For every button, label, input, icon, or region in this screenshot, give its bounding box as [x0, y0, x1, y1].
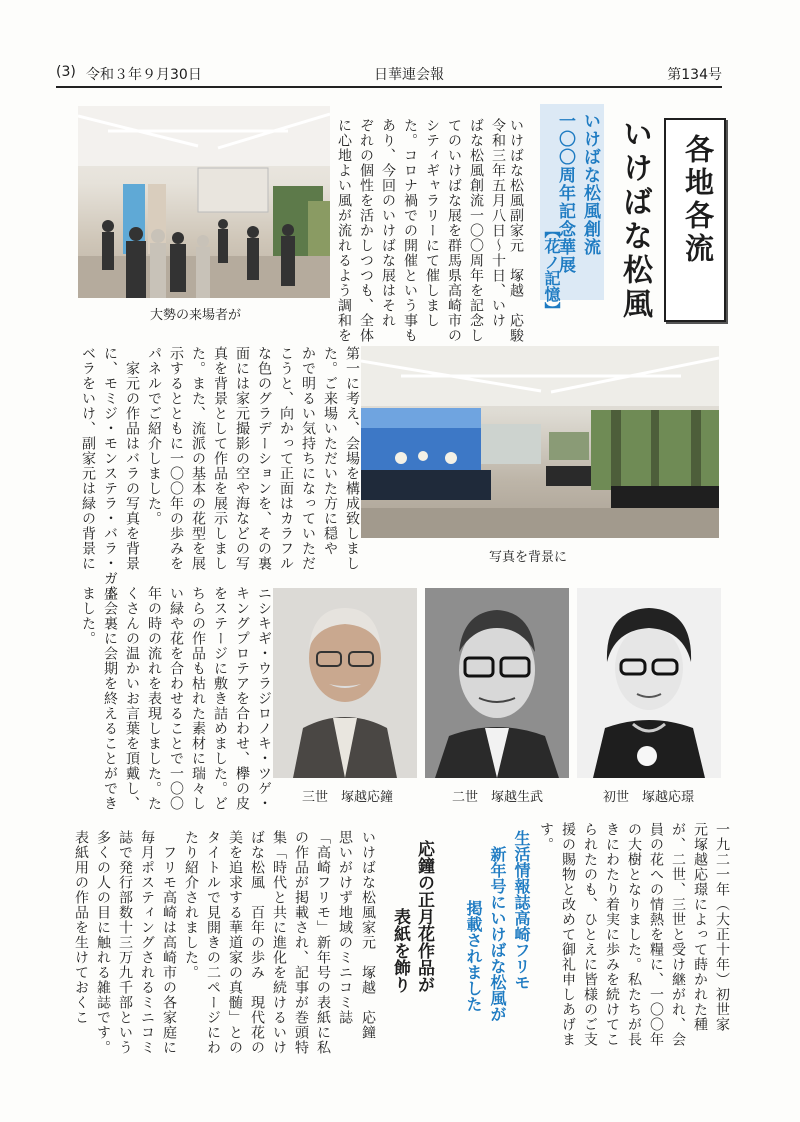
newspaper-name: 日華連会報 — [374, 67, 444, 83]
article2-line: 表紙用の作品を生けておくこ — [73, 830, 89, 1025]
article1-lower-line: い緑や花を合わせることで一〇〇 — [168, 586, 184, 811]
article1-subtitle: 【花ノ記憶】 — [542, 222, 561, 318]
school-name: いけばな松風 — [617, 118, 652, 322]
article2-line: 毎月ポスティングされるミニコミ — [139, 830, 155, 1055]
history-line: 援の賜物と改めて御礼申しあげま — [560, 822, 576, 1047]
article1-lower-line: 年の時の流れを表現しました。た — [146, 586, 162, 811]
article2-line: 集「時代と共に進化を続けるいけ — [271, 830, 287, 1055]
article1-middle-line: ベラをいけ、副家元は緑の背景に — [80, 346, 96, 571]
gallery-illustration — [78, 106, 330, 298]
history-line: 一九二一年（大正十年）初世家 — [714, 822, 730, 1032]
article2-headline-line1: 生活情報誌高崎フリモ — [512, 830, 531, 990]
article1-middle-line: た。ご来場いただいた方に穏や — [322, 346, 338, 556]
article1-middle-line: パネルでご紹介しました。 — [146, 346, 162, 526]
article2-headline-line2: 新年号にいけばな松風が — [488, 846, 507, 1022]
article1-headline-line1: いけばな松風創流 — [580, 112, 600, 256]
article1-lower-line: をステージに敷き詰めました。ど — [212, 586, 228, 811]
article2-subheadline-line2: 表紙を飾り — [390, 908, 410, 993]
history-line: 員の花への情熱を糧に、一〇〇年 — [648, 822, 664, 1047]
article1-middle-line: かで明るい気持ちになっていただ — [300, 346, 316, 571]
article1-lower-line: くさんの温かいお言葉を頂戴し、 — [124, 586, 140, 811]
article2-line: 美を追求する華道家の真髄」との — [227, 830, 243, 1055]
portrait-third-headmaster — [273, 588, 417, 778]
article2-subheadline-line1: 応鐘の正月花作品が — [414, 840, 434, 993]
article1-upper-line: ばな松風創流一〇〇周年を記念し — [468, 118, 484, 343]
article1-middle-line: た。また、流派の基本の花型を展 — [190, 346, 206, 571]
article1-upper-line: あり、今回のいけばな展はそれ — [380, 118, 396, 328]
article1-byline: いけばな松風副家元 塚越 応駿 — [508, 118, 524, 343]
article1-middle-line: 面には家元撮影の空や海などの写 — [234, 346, 250, 571]
article1-middle-text — [77, 346, 363, 601]
article1-lower-line: ちらの作品も枯れた素材に瑞々し — [190, 586, 206, 811]
article1-lower-line: 盛会裏に会期を終えることができ — [102, 586, 118, 811]
article1-upper-line: た。コロナ禍での開催という事も — [402, 118, 418, 343]
history-line: きにわたり着実に歩みを続けてこ — [604, 822, 620, 1047]
gallery-illustration-2 — [361, 346, 719, 538]
article2-line: 思いがけず地域のミニコミ誌 — [337, 830, 353, 1025]
article1-upper-line: てのいけばな展を群馬県高崎市の — [446, 118, 462, 343]
article1-lower-line: ニシキギ・ウラジロノキ・ツゲ・ — [256, 586, 272, 811]
article2-line: たり紹介されました。 — [183, 830, 199, 980]
article1-headline-line2: 一〇〇周年記念華展 — [555, 112, 575, 274]
photo1-caption: 大勢の来場者が — [150, 308, 242, 323]
article1-middle-line: 真を背景として作品を展示しまし — [212, 346, 228, 571]
history-text — [535, 822, 733, 1047]
article1-lower-line: キングプロテアを合わせ、欅の皮 — [234, 586, 250, 811]
article1-middle-line: な色のグラデーションを、その裏 — [256, 346, 272, 571]
page-number: (3) — [56, 64, 76, 80]
article2-headline-line3: 掲載されました — [464, 900, 483, 1012]
article2-byline: いけばな松風家元 塚越 応鐘 — [360, 830, 376, 1040]
section-title-box — [664, 118, 726, 322]
article1-middle-line: 示するとともに一〇〇年の歩みを — [168, 346, 184, 571]
article1-middle-line: 家元の作品はバラの写真を背景 — [124, 346, 140, 571]
portrait2-caption: 二世 塚越生武 — [452, 790, 544, 805]
portrait-second-headmaster — [425, 588, 569, 778]
article1-upper-line: ぞれの個性を活かしつつも、全体 — [358, 118, 374, 343]
history-line: が、二世、三世と受け継がれ、会 — [670, 822, 686, 1047]
article1-upper-line: に心地よい風が流れるよう調和を — [336, 118, 352, 343]
photo2-caption: 写真を背景に — [489, 550, 568, 565]
article1-lower-line: ました。 — [80, 586, 96, 646]
exhibition-photo-backdrop — [361, 346, 719, 538]
portrait3-caption: 初世 塚越応璟 — [603, 790, 695, 805]
article2-line: タイトルで見開きの二ページにわ — [205, 830, 221, 1055]
issue-date: 令和３年９月30日 — [86, 67, 202, 83]
section-title: 各地各流 — [681, 134, 715, 266]
history-line: 元塚越応璟によって蒔かれた種 — [692, 822, 708, 1032]
history-line: す。 — [538, 822, 554, 852]
article2-line: フリモ高崎は高崎市の各家庭に — [161, 830, 177, 1055]
exhibition-photo-crowd — [78, 106, 330, 298]
article1-middle-line: 第一に考え、会場を構成致しまし — [344, 346, 360, 571]
portrait1-caption: 三世 塚越応鐘 — [302, 790, 394, 805]
issue-number: 第134号 — [667, 67, 722, 83]
article2-line: 「高崎フリモ」新年号の表紙に私 — [315, 830, 331, 1055]
history-line: の大樹となりました。私たちが長 — [626, 822, 642, 1047]
page-header — [56, 60, 722, 88]
article2-line: 多くの人の目に触れる雑誌です。 — [95, 830, 111, 1055]
article2-line: の作品が掲載され、記事が巻頭特 — [293, 830, 309, 1055]
article2-line: 誌で発行部数十三万九千部という — [117, 830, 133, 1055]
article1-upper-line: 令和三年五月八日～十日、いけ — [490, 118, 506, 328]
article1-middle-line: に、モミジ・モンステラ・バラ・ガー — [102, 346, 118, 601]
article2-text — [70, 830, 356, 1055]
history-line: られたのも、ひとえに皆様のご支 — [582, 822, 598, 1047]
article1-middle-line: こうと、向かって正面はカラフル — [278, 346, 294, 571]
article1-lower-text — [77, 586, 275, 811]
header-rule — [56, 86, 722, 88]
article1-upper-line: シティギャラリーにて催しまし — [424, 118, 440, 328]
article2-line: ばな松風 百年の歩み 現代花の — [249, 830, 265, 1055]
portrait-first-headmaster — [577, 588, 721, 778]
article1-upper-text — [333, 118, 509, 343]
